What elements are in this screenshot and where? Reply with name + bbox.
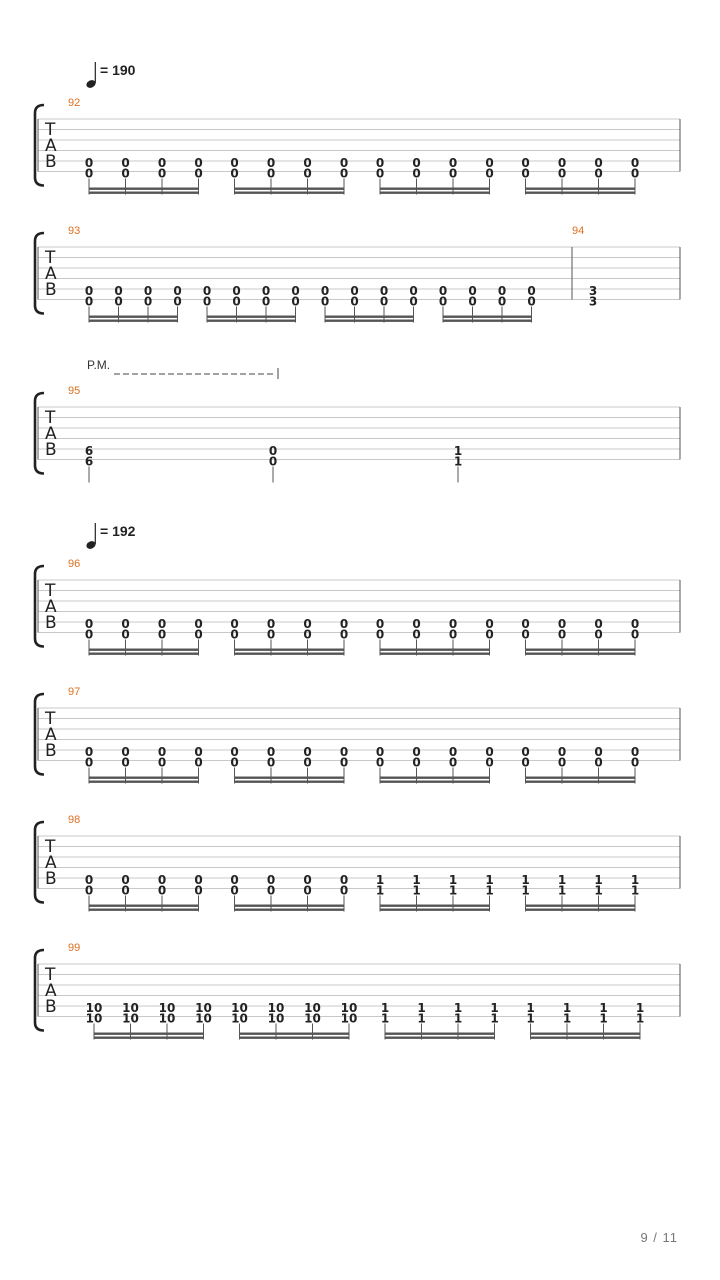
system-bracket <box>35 822 44 903</box>
measure-number: 99 <box>68 942 81 954</box>
fret-number: 0 <box>557 755 567 770</box>
fret-number: 10 <box>158 1011 176 1026</box>
fret-number: 0 <box>173 284 182 298</box>
beam <box>89 188 199 190</box>
tab-clef-t: T <box>45 837 56 857</box>
fret-number: 0 <box>230 617 239 631</box>
beam <box>94 1033 204 1035</box>
fret-number: 0 <box>339 166 349 181</box>
fret-number: 0 <box>485 166 494 181</box>
fret-number: 0 <box>630 156 640 170</box>
fret-number: 0 <box>194 755 203 770</box>
fret-number: 1 <box>485 883 494 898</box>
fret-number: 0 <box>121 627 130 642</box>
fret-number: 0 <box>375 617 385 631</box>
fret-number: 0 <box>230 883 239 898</box>
fret-number: 1 <box>417 1011 426 1026</box>
fret-number: 1 <box>557 883 567 898</box>
fret-number: 0 <box>557 627 567 642</box>
fret-number: 0 <box>121 745 130 759</box>
tab-clef-a: A <box>45 981 57 1001</box>
fret-number: 0 <box>303 156 312 170</box>
fret-number: 0 <box>594 617 603 631</box>
fret-number: 0 <box>157 755 167 770</box>
fret-number: 0 <box>594 755 603 770</box>
system-bracket <box>35 393 44 474</box>
system-bracket <box>35 950 44 1031</box>
fret-number: 0 <box>521 166 530 181</box>
fret-number: 0 <box>412 627 421 642</box>
fret-number: 0 <box>320 284 330 298</box>
tab-clef-a: A <box>45 424 57 444</box>
beam <box>380 653 490 655</box>
fret-number: 0 <box>350 294 359 309</box>
fret-number: 1 <box>490 1011 499 1026</box>
fret-number: 0 <box>268 444 278 458</box>
fret-number: 0 <box>339 627 349 642</box>
fret-number: 0 <box>630 617 640 631</box>
fret-number: 0 <box>468 294 477 309</box>
fret-number: 0 <box>630 755 640 770</box>
fret-number: 0 <box>303 627 312 642</box>
beam <box>89 192 199 194</box>
fret-number: 0 <box>521 156 530 170</box>
measure-number: 98 <box>68 814 81 826</box>
fret-number: 0 <box>266 627 276 642</box>
fret-number: 0 <box>173 294 182 309</box>
fret-number: 0 <box>266 156 276 170</box>
beam <box>526 905 636 907</box>
fret-number: 10 <box>195 1011 212 1026</box>
fret-number: 0 <box>521 745 530 759</box>
fret-number: 1 <box>526 1011 535 1026</box>
fret-number: 0 <box>557 617 567 631</box>
tab-clef-b: B <box>45 869 57 889</box>
beam <box>89 781 199 783</box>
fret-number: 1 <box>635 1001 645 1015</box>
fret-number: 1 <box>490 1001 499 1015</box>
fret-number: 0 <box>266 745 276 759</box>
fret-number: 0 <box>339 745 349 759</box>
fret-number: 0 <box>303 617 312 631</box>
fret-number: 1 <box>594 873 603 887</box>
fret-number: 0 <box>557 745 567 759</box>
fret-number: 0 <box>291 294 300 309</box>
fret-number: 0 <box>194 617 203 631</box>
fret-number: 0 <box>143 284 153 298</box>
fret-number: 0 <box>412 745 421 759</box>
fret-number: 1 <box>599 1001 608 1015</box>
fret-number: 1 <box>412 883 421 898</box>
fret-number: 10 <box>267 1001 285 1015</box>
fret-number: 10 <box>85 1011 103 1026</box>
beam <box>526 188 636 190</box>
fret-number: 0 <box>157 617 167 631</box>
measure-number: 93 <box>68 225 81 237</box>
beam <box>380 905 490 907</box>
fret-number: 1 <box>562 1001 572 1015</box>
fret-number: 0 <box>157 156 167 170</box>
fret-number: 0 <box>557 166 567 181</box>
fret-number: 0 <box>261 294 271 309</box>
fret-number: 0 <box>527 284 536 298</box>
fret-number: 0 <box>412 166 421 181</box>
fret-number: 0 <box>157 627 167 642</box>
fret-number: 0 <box>157 166 167 181</box>
fret-number: 10 <box>122 1011 139 1026</box>
tab-clef-t: T <box>45 248 56 268</box>
fret-number: 0 <box>157 883 167 898</box>
fret-number: 0 <box>232 284 241 298</box>
fret-number: 10 <box>304 1011 321 1026</box>
fret-number: 0 <box>375 627 385 642</box>
tab-clef-a: A <box>45 725 57 745</box>
beam <box>235 192 345 194</box>
fret-number: 1 <box>380 1011 390 1026</box>
fret-number: 0 <box>157 745 167 759</box>
fret-number: 0 <box>84 284 94 298</box>
fret-number: 10 <box>158 1001 176 1015</box>
beam <box>526 781 636 783</box>
beam <box>526 192 636 194</box>
beam <box>207 316 296 318</box>
fret-number: 0 <box>412 617 421 631</box>
fret-number: 0 <box>497 284 507 298</box>
beam <box>325 316 414 318</box>
beam <box>235 909 345 911</box>
fret-number: 1 <box>599 1011 608 1026</box>
fret-number: 1 <box>562 1011 572 1026</box>
fret-number: 0 <box>303 755 312 770</box>
fret-number: 1 <box>453 454 463 469</box>
fret-number: 0 <box>438 284 448 298</box>
tab-clef-t: T <box>45 408 56 428</box>
fret-number: 0 <box>527 294 536 309</box>
fret-number: 0 <box>557 156 567 170</box>
fret-number: 0 <box>202 284 212 298</box>
system-bracket <box>35 694 44 775</box>
beam <box>89 653 199 655</box>
fret-number: 0 <box>594 166 603 181</box>
beam <box>531 1033 641 1035</box>
beam <box>531 1037 641 1039</box>
beam <box>380 192 490 194</box>
beam <box>240 1037 350 1039</box>
beam <box>89 905 199 907</box>
fret-number: 0 <box>84 166 94 181</box>
fret-number: 0 <box>339 755 349 770</box>
tab-clef-b: B <box>45 741 57 761</box>
fret-number: 0 <box>266 873 276 887</box>
fret-number: 0 <box>485 627 494 642</box>
fret-number: 0 <box>84 294 94 309</box>
beam <box>89 320 178 322</box>
fret-number: 0 <box>485 617 494 631</box>
fret-number: 0 <box>630 627 640 642</box>
system-bracket <box>35 566 44 647</box>
fret-number: 0 <box>412 755 421 770</box>
beam <box>380 777 490 779</box>
fret-number: 0 <box>448 617 458 631</box>
tempo-marking: = 190 <box>100 62 136 78</box>
fret-number: 0 <box>157 873 167 887</box>
beam <box>526 653 636 655</box>
fret-number: 1 <box>630 873 640 887</box>
tab-clef-t: T <box>45 120 56 140</box>
fret-number: 0 <box>448 745 458 759</box>
tab-clef-b: B <box>45 440 57 460</box>
fret-number: 0 <box>230 166 239 181</box>
fret-number: 0 <box>114 294 123 309</box>
beam <box>526 909 636 911</box>
fret-number: 0 <box>266 883 276 898</box>
tab-clef-b: B <box>45 997 57 1017</box>
fret-number: 0 <box>594 745 603 759</box>
fret-number: 10 <box>122 1001 139 1015</box>
fret-number: 0 <box>261 284 271 298</box>
fret-number: 0 <box>485 755 494 770</box>
tab-clef-b: B <box>45 280 57 300</box>
fret-number: 0 <box>266 617 276 631</box>
fret-number: 10 <box>195 1001 212 1015</box>
fret-number: 0 <box>379 294 389 309</box>
beam <box>526 649 636 651</box>
beam <box>235 649 345 651</box>
fret-number: 1 <box>526 1001 535 1015</box>
beam <box>89 777 199 779</box>
fret-number: 0 <box>339 617 349 631</box>
fret-number: 10 <box>304 1001 321 1015</box>
fret-number: 0 <box>497 294 507 309</box>
tab-clef-b: B <box>45 152 57 172</box>
fret-number: 0 <box>339 883 349 898</box>
fret-number: 0 <box>143 294 153 309</box>
fret-number: 0 <box>121 617 130 631</box>
fret-number: 0 <box>84 745 94 759</box>
fret-number: 0 <box>468 284 477 298</box>
beam <box>235 777 345 779</box>
beam <box>89 909 199 911</box>
beam <box>235 905 345 907</box>
beam <box>380 649 490 651</box>
fret-number: 0 <box>521 755 530 770</box>
beam <box>380 909 490 911</box>
measure-number: 92 <box>68 97 81 109</box>
fret-number: 10 <box>231 1001 248 1015</box>
fret-number: 0 <box>448 166 458 181</box>
fret-number: 0 <box>121 156 130 170</box>
fret-number: 0 <box>84 755 94 770</box>
tab-clef-a: A <box>45 136 57 156</box>
beam <box>94 1037 204 1039</box>
fret-number: 1 <box>594 883 603 898</box>
fret-number: 0 <box>594 156 603 170</box>
fret-number: 1 <box>453 1011 463 1026</box>
fret-number: 0 <box>412 156 421 170</box>
fret-number: 0 <box>266 166 276 181</box>
fret-number: 0 <box>84 156 94 170</box>
fret-number: 0 <box>521 617 530 631</box>
fret-number: 0 <box>266 755 276 770</box>
fret-number: 0 <box>375 166 385 181</box>
beam <box>385 1033 495 1035</box>
fret-number: 1 <box>630 883 640 898</box>
system-bracket <box>35 105 44 186</box>
fret-number: 0 <box>379 284 389 298</box>
measure-number: 94 <box>572 225 585 237</box>
fret-number: 0 <box>339 873 349 887</box>
measure-number: 96 <box>68 558 81 570</box>
tab-clef-t: T <box>45 709 56 729</box>
fret-number: 0 <box>485 745 494 759</box>
fret-number: 0 <box>84 883 94 898</box>
fret-number: 0 <box>375 156 385 170</box>
beam <box>526 777 636 779</box>
beam <box>443 316 532 318</box>
fret-number: 10 <box>267 1011 285 1026</box>
fret-number: 0 <box>303 166 312 181</box>
fret-number: 1 <box>521 883 530 898</box>
tab-clef-t: T <box>45 581 56 601</box>
fret-number: 0 <box>409 294 418 309</box>
fret-number: 0 <box>448 755 458 770</box>
fret-number: 0 <box>303 873 312 887</box>
fret-number: 0 <box>84 873 94 887</box>
beam <box>235 781 345 783</box>
fret-number: 0 <box>230 873 239 887</box>
fret-number: 10 <box>340 1011 358 1026</box>
fret-number: 1 <box>453 444 463 458</box>
system-bracket <box>35 233 44 314</box>
fret-number: 0 <box>521 627 530 642</box>
fret-number: 1 <box>453 1001 463 1015</box>
fret-number: 1 <box>412 873 421 887</box>
tab-clef-a: A <box>45 597 57 617</box>
beam <box>207 320 296 322</box>
tempo-marking: = 192 <box>100 523 136 539</box>
beam <box>235 188 345 190</box>
fret-number: 1 <box>485 873 494 887</box>
fret-number: 0 <box>320 294 330 309</box>
fret-number: 0 <box>121 166 130 181</box>
page-number: 9 / 11 <box>640 1230 678 1245</box>
fret-number: 0 <box>121 883 130 898</box>
beam <box>235 653 345 655</box>
fret-number: 0 <box>194 745 203 759</box>
fret-number: 0 <box>291 284 300 298</box>
beam <box>443 320 532 322</box>
tab-clef-a: A <box>45 853 57 873</box>
fret-number: 0 <box>84 617 94 631</box>
fret-number: 1 <box>448 873 458 887</box>
fret-number: 0 <box>230 156 239 170</box>
fret-number: 0 <box>268 454 278 469</box>
fret-number: 0 <box>121 755 130 770</box>
fret-number: 1 <box>375 873 385 887</box>
fret-number: 10 <box>231 1011 248 1026</box>
fret-number: 0 <box>84 627 94 642</box>
fret-number: 0 <box>303 745 312 759</box>
fret-number: 0 <box>194 156 203 170</box>
beam <box>380 781 490 783</box>
fret-number: 0 <box>630 745 640 759</box>
fret-number: 3 <box>588 294 598 309</box>
fret-number: 1 <box>521 873 530 887</box>
fret-number: 0 <box>114 284 123 298</box>
fret-number: 0 <box>448 156 458 170</box>
beam <box>385 1037 495 1039</box>
fret-number: 0 <box>230 627 239 642</box>
fret-number: 1 <box>375 883 385 898</box>
fret-number: 0 <box>485 156 494 170</box>
beam <box>240 1033 350 1035</box>
fret-number: 6 <box>84 454 94 469</box>
fret-number: 0 <box>630 166 640 181</box>
beam <box>380 188 490 190</box>
fret-number: 0 <box>339 156 349 170</box>
fret-number: 0 <box>121 873 130 887</box>
fret-number: 0 <box>232 294 241 309</box>
fret-number: 0 <box>194 627 203 642</box>
tab-clef-a: A <box>45 264 57 284</box>
fret-number: 1 <box>448 883 458 898</box>
beam <box>325 320 414 322</box>
fret-number: 0 <box>194 873 203 887</box>
fret-number: 10 <box>85 1001 103 1015</box>
fret-number: 0 <box>375 745 385 759</box>
measure-number: 95 <box>68 385 81 397</box>
measure-number: 97 <box>68 686 81 698</box>
fret-number: 0 <box>230 745 239 759</box>
fret-number: 0 <box>194 166 203 181</box>
fret-number: 0 <box>448 627 458 642</box>
tab-clef-t: T <box>45 965 56 985</box>
fret-number: 1 <box>635 1011 645 1026</box>
fret-number: 0 <box>303 883 312 898</box>
fret-number: 1 <box>380 1001 390 1015</box>
fret-number: 1 <box>417 1001 426 1015</box>
fret-number: 0 <box>202 294 212 309</box>
fret-number: 10 <box>340 1001 358 1015</box>
fret-number: 0 <box>350 284 359 298</box>
fret-number: 6 <box>84 444 94 458</box>
fret-number: 0 <box>194 883 203 898</box>
beam <box>89 649 199 651</box>
fret-number: 0 <box>438 294 448 309</box>
fret-number: 3 <box>588 284 598 298</box>
fret-number: 1 <box>557 873 567 887</box>
tab-clef-b: B <box>45 613 57 633</box>
fret-number: 0 <box>375 755 385 770</box>
fret-number: 0 <box>230 755 239 770</box>
palm-mute-label: P.M. <box>87 358 111 372</box>
beam <box>89 316 178 318</box>
fret-number: 0 <box>594 627 603 642</box>
fret-number: 0 <box>409 284 418 298</box>
